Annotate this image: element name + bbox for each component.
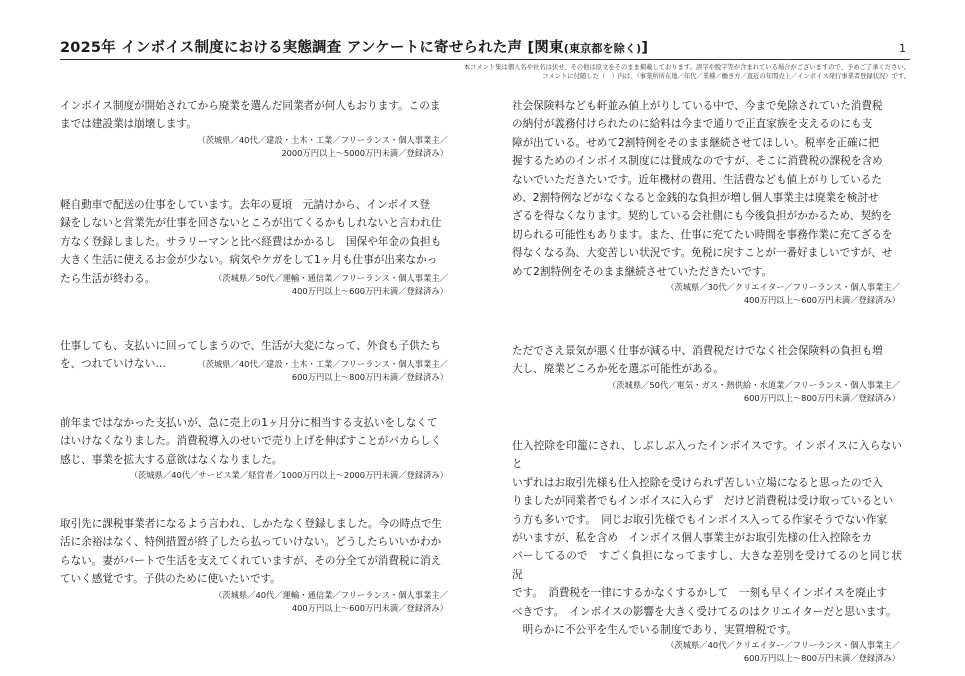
comment-attribution: （茨城県／30代／クリエイター／フリーランス・個人事業主／ 400万円以上〜600万円未満／登録済み） (666, 282, 900, 306)
comment-entry (60, 337, 450, 384)
comment-attribution: （茨城県／50代／運輸・通信業／フリーランス・個人事業主／ 400万円以上〜600万円未満／登録済み） (214, 273, 448, 297)
comment-body: ただでさえ景気が悪く仕事が減る中、消費税だけでなく社会保険料の負担も増 大し、廃業どころか死を選ぶ可能性がある。 (512, 345, 883, 376)
comment-body: インボイス制度が開始されてから廃業を選んだ同業者が何人もおります。このま までは建設業は崩壊します。 (60, 100, 441, 131)
comment-body: 取引先に課税事業者になるよう言われ、しかたなく登録しました。今の時点で生 活に余裕はなく、特例措置が終了したら払っていけない。どうしたらいいかわか らない。妻がパートで生活を支えてくれていますが、その分全てが消費税に消え ていく感覚です。子供のために使いたいです。 (60, 518, 443, 586)
note-line-1: 本コメント集は個人名や社名は伏せ、その他は原文をそのまま掲載しております。誤字や脱字等が含まれている場合がございますので、予めご了承ください。 (463, 64, 910, 71)
comment-attribution: （茨城県／40代／建設・土木・工業／フリーランス・個人事業主／ 600万円以上〜800万円未満／登録済み） (197, 358, 448, 382)
header-notes (310, 63, 910, 81)
comment-attribution: （茨城県／40代／サービス業／経営者／1000万円以上〜2000万円未満／登録済み） (129, 470, 448, 481)
comment-entry (512, 342, 902, 405)
title-sub: (東京都を除く) (563, 42, 642, 55)
comment-body: 社会保険料なども軒並み値上がりしている中で、今まで免除されていた消費税 の納付が義務付けられたのに給料は今まで通りで正直家族を支えるのにも支 障が出ている。せめて2割特例をそのまま継続させてほしい。税率を正確に把 握するためのインボイス制度には賛成なのですが、そこに消費税の課税を含め ないでいただきたいです。近年機材の費用、生活費なども値上がりしているた め、2割特例などがなくなると金銭的な負担が増し個人事業主は廃業を検討せ ざるを得なくなります。契約している会社側にも今後負担がかかるため、契約を 切られる可能性もあります。また、仕事に充てたい時間を事務作業に充てざるを 得なくなる為、大変苦しい状況です。免税に戻すことが一番好ましいですが、せ めて2割特例をそのまま継続させていただきたいです。 (512, 100, 893, 278)
comment-body: 前年まではなかった支払いが、急に売上の1ヶ月分に相当する支払いをしなくて はいけなくなりました。消費税導入のせいで売り上げを伸ばすことがバカらしく 感じ、事業を拡大する意欲はなくなりました。 (60, 417, 442, 466)
comment-attribution: （茨城県／40代／建設・土木・工業／フリーランス・個人事業主／ 2000万円以上〜5000万円未満／登録済み） (197, 134, 448, 158)
comment-entry (60, 515, 450, 615)
comment-attribution: （茨城県／40代／クリエイター／フリーランス・個人事業主／ 600万円以上〜800万円未満／登録済み） (666, 640, 900, 664)
page-number: 1 (899, 42, 906, 55)
comment-attribution: （茨城県／50代／電気・ガス・熱供給・水道業／フリーランス・個人事業主／ 600万円以上〜800万円未満／登録済み） (607, 379, 900, 403)
title-end: ] (641, 40, 649, 56)
header-rule (60, 59, 910, 60)
comment-entry (60, 196, 450, 298)
comment-body: 軽自動車で配送の仕事をしています。去年の夏頃 元請けから、インボイス登 録をしないと営業先が仕事を回さないところが出てくるかもしれないと言われ仕 方なく登録しました。サラリーマンと比べ経費はかかるし 国保や年金の負担も 大きく生活に使えるお金が少ない。病気やケガをして1ヶ月も仕事が出来なかっ たら生活が終わる。 (60, 199, 442, 285)
comment-entry (512, 97, 902, 307)
comment-entry (512, 437, 902, 665)
comment-entry (60, 97, 450, 160)
note-line-2: コメントに付随した（ ）内は、（事業所所在地／年代／業種／働き方／直近の年間売上／インボイス発行事業者登録状況）です。 (542, 73, 910, 80)
comment-body: 仕入控除を印籠にされ、しぶしぶ入ったインボイスです。インボイスに入らないと いずれはお取引先様も仕入控除を受けられず苦しい立場になると思ったので入 りましたが同業者でもインボイスに入らず だけど消費税は受け取っているとい う方も多いです。 同じお取引先様でもインボイス入ってる作家そうでない作家 がいますが、私を含め インボイス個人事業主がお取引先様の仕入控除をカ バーしてるので すごく負担になってますし、大きな差別を受けてるのと同じ状況 です。 消費税を一律にするかなくするかして 一刻も早くインボイスを廃止す べきです。 インボイスの影響を大きく受けてるのはクリエイターだと思います。 明らかに不公平を生んでいる制度であり、実質増税です。 (512, 440, 902, 637)
comment-attribution: （茨城県／40代／運輸・通信業／フリーランス・個人事業主／ 400万円以上〜600万円未満／登録済み） (214, 589, 448, 613)
title-main: 2025年 インボイス制度における実態調査 アンケートに寄せられた声 [関東 (60, 40, 564, 56)
comment-body: 仕事しても、支払いに回ってしまうので、生活が大変になって、外食も子供たち を、つれていけない… (60, 340, 441, 371)
document-title (60, 36, 648, 57)
comment-entry (60, 414, 450, 482)
